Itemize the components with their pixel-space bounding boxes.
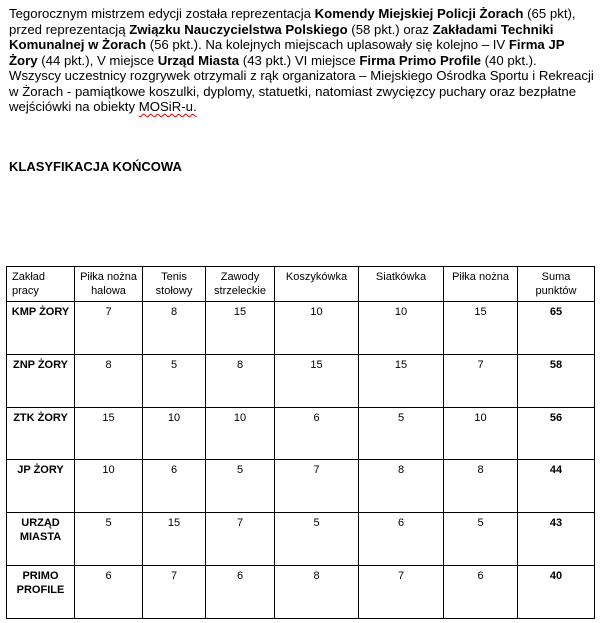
text-run: Komendy Miejskiej Policji Żorach: [314, 6, 524, 21]
intro-text: [9, 6, 594, 115]
table-row: [7, 513, 595, 566]
total-points-cell: 58: [518, 354, 595, 407]
score-cell: 10: [444, 407, 518, 460]
team-name-cell: JP ŻORY: [7, 460, 75, 513]
text-run: Urząd Miasta: [157, 52, 240, 68]
column-header: Siatkówka: [359, 267, 444, 302]
text-run: (65 pkt), przed reprezentacją: [9, 6, 576, 37]
score-cell: 6: [143, 460, 206, 513]
score-cell: 6: [75, 566, 143, 619]
results-table: [6, 266, 595, 619]
score-cell: 6: [275, 407, 359, 460]
intro-paragraph-prizes: [9, 68, 594, 115]
score-cell: 7: [444, 354, 518, 407]
text-run: Firma Primo Profile: [359, 52, 481, 68]
column-header: Koszykówka: [275, 267, 359, 302]
score-cell: 7: [275, 460, 359, 513]
score-cell: 5: [359, 407, 444, 460]
score-cell: 15: [75, 407, 143, 460]
text-run: (40 pkt.).: [481, 52, 537, 68]
column-header: Zawody strzeleckie: [206, 267, 275, 302]
intro-paragraph-results: [9, 6, 594, 68]
team-name-cell: URZĄD MIASTA: [7, 513, 75, 566]
score-cell: 15: [206, 302, 275, 355]
total-points-cell: 40: [518, 566, 595, 619]
text-run: Firma JP Żory: [9, 37, 565, 68]
score-cell: 15: [444, 302, 518, 355]
score-cell: 8: [75, 354, 143, 407]
table-row: [7, 302, 595, 355]
score-cell: 15: [275, 354, 359, 407]
text-run: Tegorocznym mistrzem edycji została reprezentacja: [9, 6, 315, 21]
text-run: Zakładami Techniki Komunalnej w Żorach: [9, 21, 554, 52]
column-header: Suma punktów: [518, 267, 595, 302]
total-points-cell: 43: [518, 513, 595, 566]
text-run: Związku Nauczycielstwa Polskiego: [129, 21, 348, 37]
score-cell: 15: [143, 513, 206, 566]
table-row: [7, 460, 595, 513]
score-cell: 7: [206, 513, 275, 566]
column-header: Zakład pracy: [7, 267, 75, 302]
team-name-cell: KMP ŻORY: [7, 302, 75, 355]
score-cell: 8: [275, 566, 359, 619]
score-cell: 15: [359, 354, 444, 407]
column-header: Piłka nożna: [444, 267, 518, 302]
score-cell: 5: [75, 513, 143, 566]
score-cell: 10: [75, 460, 143, 513]
text-run: (43 pkt.) VI miejsce: [239, 52, 360, 68]
table-header-row: [7, 267, 595, 302]
team-name-cell: PRIMO PROFILE: [7, 566, 75, 619]
score-cell: 5: [444, 513, 518, 566]
total-points-cell: 65: [518, 302, 595, 355]
column-header: Piłka nożna halowa: [75, 267, 143, 302]
score-cell: 6: [359, 513, 444, 566]
score-cell: 7: [359, 566, 444, 619]
text-run: (56 pkt.). Na kolejnych miejscach uplasowały się kolejno – IV: [146, 37, 509, 52]
section-heading: KLASYFIKACJA KOŃCOWA: [9, 159, 182, 174]
text-run: MOSiR-u.: [138, 99, 197, 114]
score-cell: 7: [75, 302, 143, 355]
score-cell: 8: [444, 460, 518, 513]
total-points-cell: 56: [518, 407, 595, 460]
total-points-cell: 44: [518, 460, 595, 513]
score-cell: 10: [143, 407, 206, 460]
score-cell: 5: [143, 354, 206, 407]
score-cell: 8: [359, 460, 444, 513]
text-run: Wszyscy uczestnicy rozgrywek otrzymali z rąk organizatora – Miejskiego Ośrodka Sportu i Rekreacji w Żorach - pamiątkowe koszulki, dyplomy, statuetki, natomiast zwycięzcy puchary oraz bezpłatne wejściówki na obiekty: [9, 68, 594, 114]
score-cell: 6: [206, 566, 275, 619]
score-cell: 8: [143, 302, 206, 355]
text-run: (58 pkt.) oraz: [347, 21, 433, 37]
team-name-cell: ZNP ŻORY: [7, 354, 75, 407]
score-cell: 10: [275, 302, 359, 355]
score-cell: 7: [143, 566, 206, 619]
table-row: [7, 354, 595, 407]
text-run: (44 pkt.), V miejsce: [37, 52, 158, 68]
table-row: [7, 407, 595, 460]
score-cell: 10: [359, 302, 444, 355]
column-header: Tenis stołowy: [143, 267, 206, 302]
team-name-cell: ZTK ŻORY: [7, 407, 75, 460]
score-cell: 6: [444, 566, 518, 619]
score-cell: 5: [206, 460, 275, 513]
score-cell: 8: [206, 354, 275, 407]
score-cell: 10: [206, 407, 275, 460]
score-cell: 5: [275, 513, 359, 566]
table-row: [7, 566, 595, 619]
